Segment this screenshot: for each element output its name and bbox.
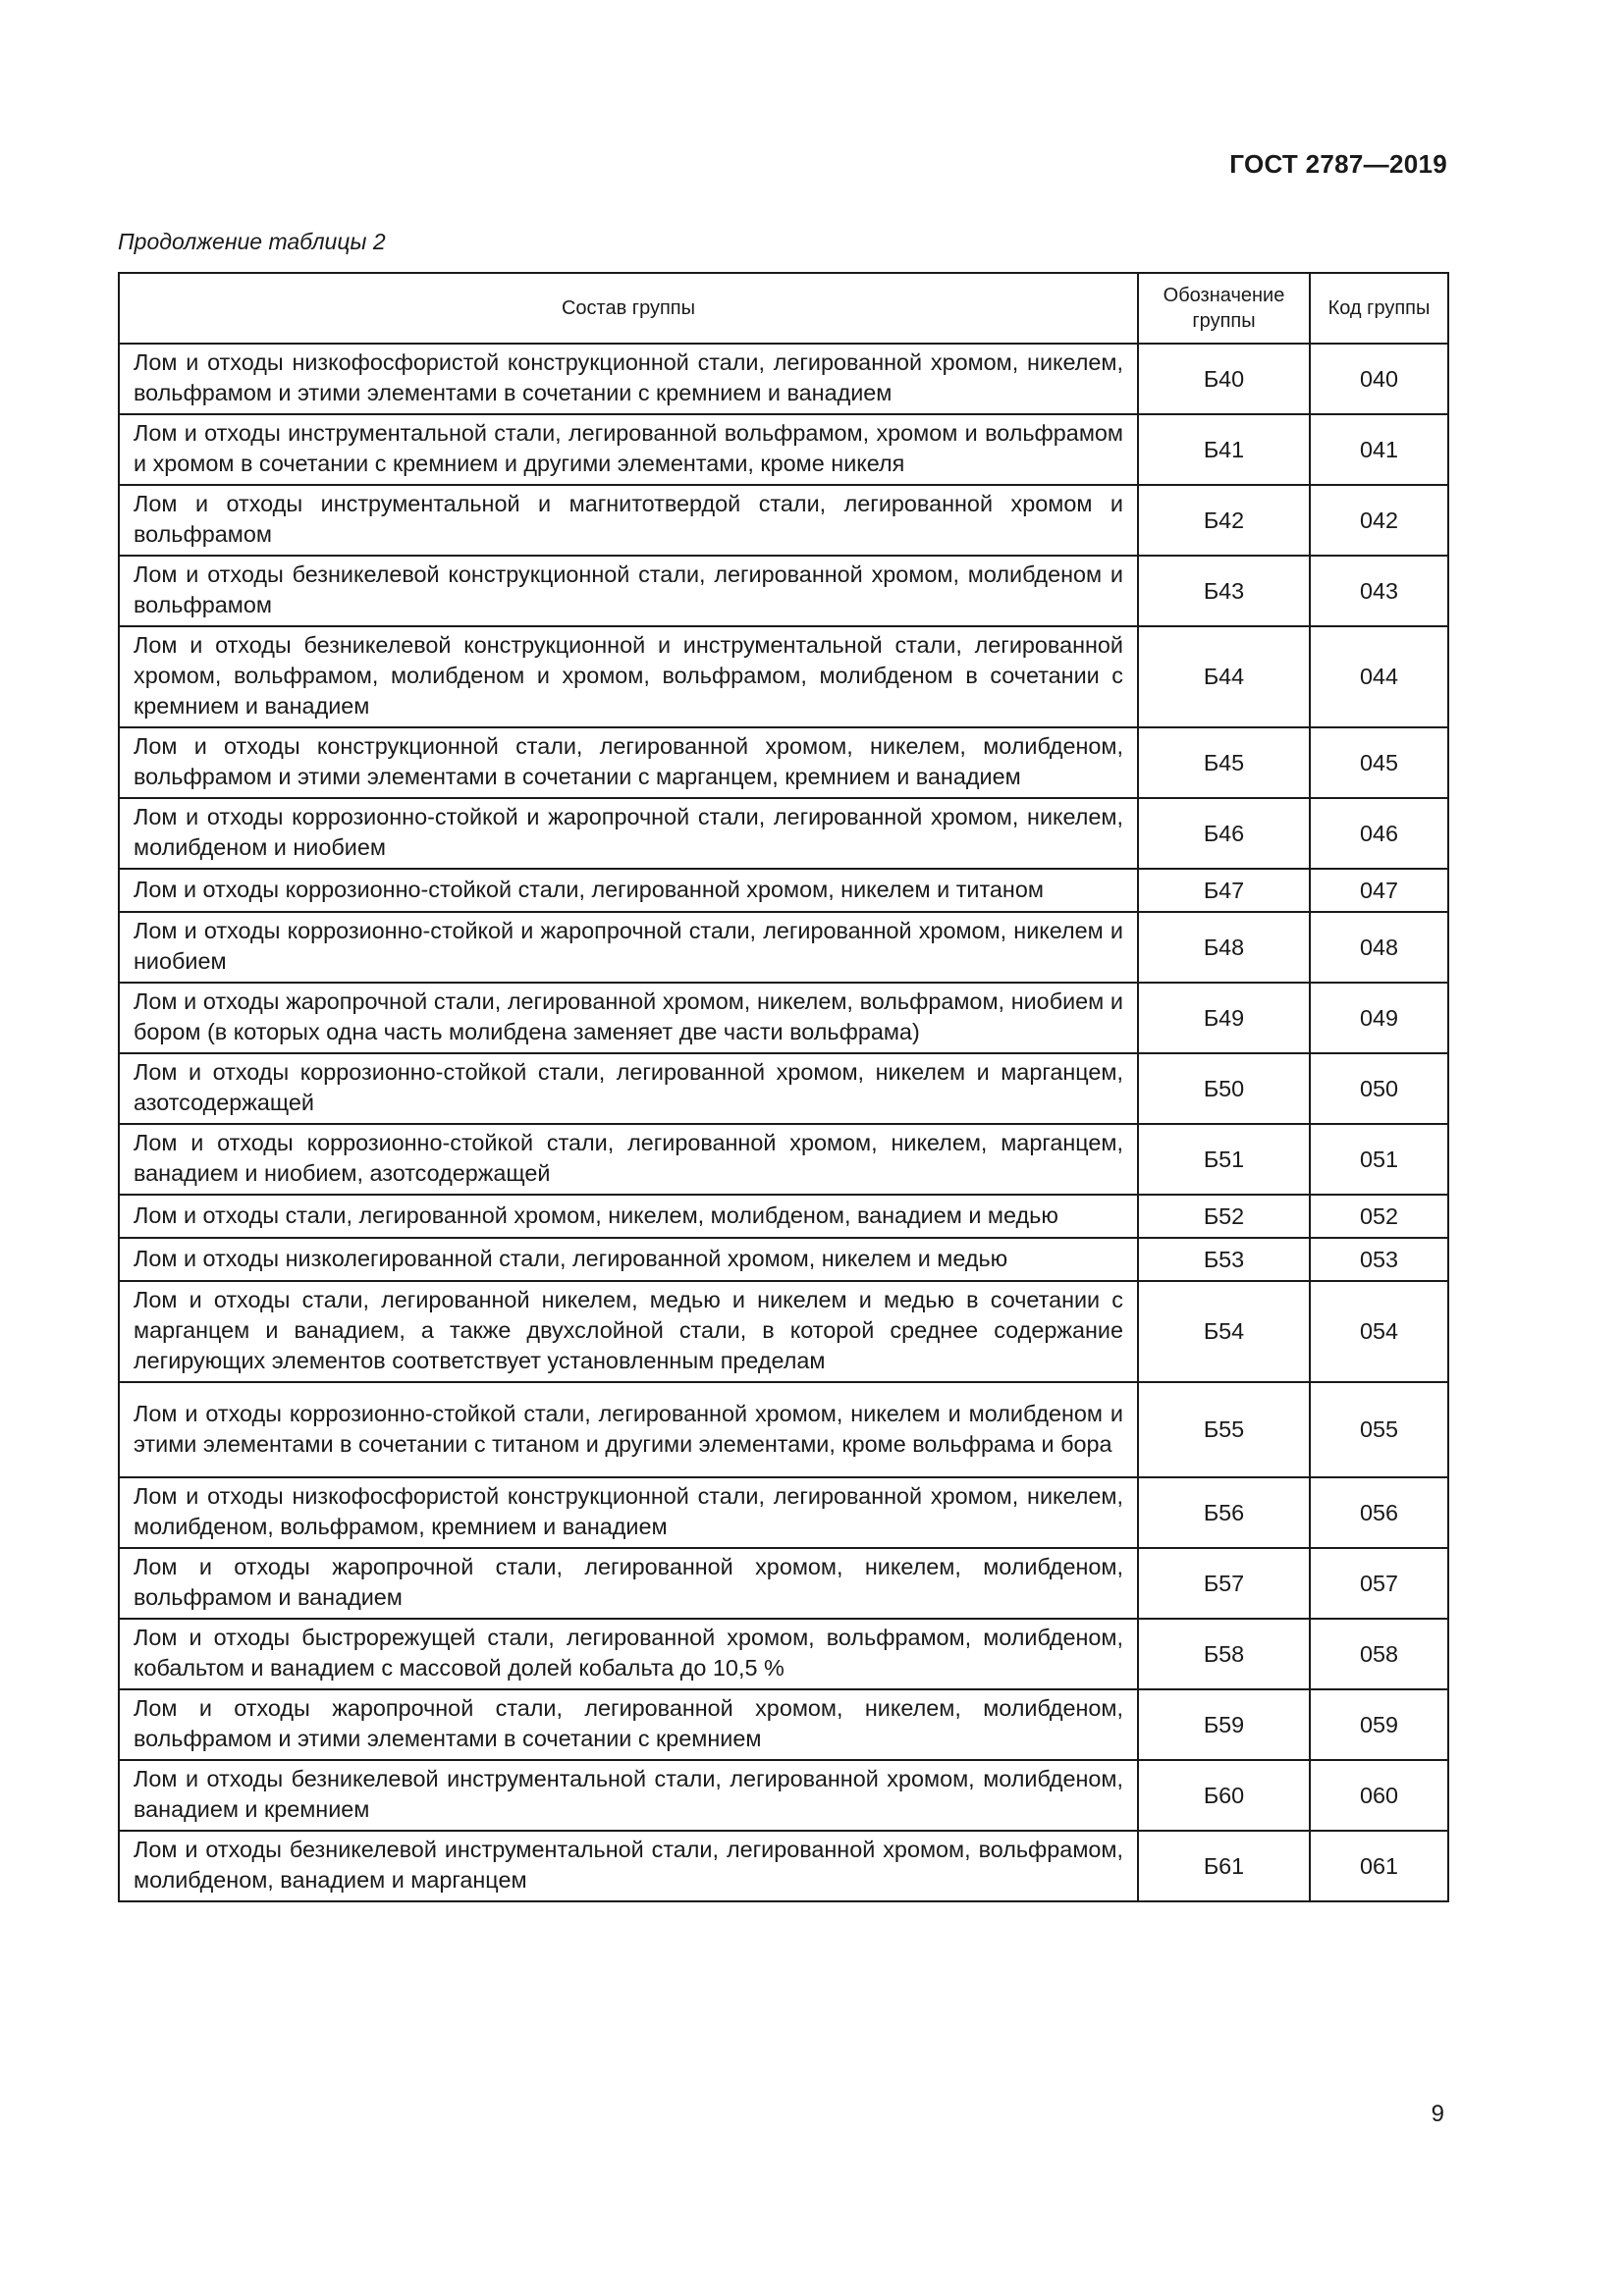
group-designation-cell: Б41 [1138,414,1310,485]
group-composition-cell: Лом и отходы инструментальной и магнитотвердой стали, легированной хромом и вольфрамом [119,485,1138,556]
group-code-cell: 049 [1310,983,1448,1053]
group-designation-cell: Б55 [1138,1382,1310,1477]
group-composition-cell: Лом и отходы коррозионно-стойкой и жаропрочной стали, легированной хромом, никелем и ниобием [119,912,1138,983]
group-designation-cell: Б58 [1138,1619,1310,1689]
group-designation-cell: Б57 [1138,1548,1310,1619]
table-row [119,1548,1448,1619]
group-composition-cell: Лом и отходы низкофосфористой конструкционной стали, легированной хромом, никелем, молибденом, вольфрамом, кремнием и ванадием [119,1477,1138,1548]
table-row [119,1195,1448,1238]
header-group-code: Код группы [1310,273,1448,344]
table-row [119,869,1448,912]
group-designation-cell: Б51 [1138,1124,1310,1195]
table-row [119,1831,1448,1901]
group-designation-cell: Б49 [1138,983,1310,1053]
group-code-cell: 060 [1310,1760,1448,1831]
group-code-cell: 047 [1310,869,1448,912]
group-composition-cell: Лом и отходы коррозионно-стойкой стали, легированной хромом, никелем и титаном [119,869,1138,912]
header-group-composition: Состав группы [119,273,1138,344]
group-designation-cell: Б50 [1138,1053,1310,1124]
table-row [119,798,1448,869]
table-row [119,983,1448,1053]
group-composition-cell: Лом и отходы жаропрочной стали, легированной хромом, никелем, вольфрамом, ниобием и бором (в которых одна часть молибдена заменяет две части вольфрама) [119,983,1138,1053]
group-composition-cell: Лом и отходы безникелевой конструкционной и инструментальной стали, легированной хромом, вольфрамом, молибденом и хромом, вольфрамом, молибденом в сочетании с кремнием и ванадием [119,626,1138,727]
group-composition-cell: Лом и отходы безникелевой конструкционной стали, легированной хромом, молибденом и вольфрамом [119,556,1138,626]
table-row [119,1619,1448,1689]
group-code-cell: 059 [1310,1689,1448,1760]
group-composition-cell: Лом и отходы безникелевой инструментальной стали, легированной хромом, вольфрамом, молибденом, ванадием и марганцем [119,1831,1138,1901]
table-row [119,344,1448,414]
group-code-cell: 055 [1310,1382,1448,1477]
group-code-cell: 048 [1310,912,1448,983]
group-code-cell: 045 [1310,727,1448,798]
table-row [119,485,1448,556]
group-designation-cell: Б52 [1138,1195,1310,1238]
table-header-row [119,273,1448,344]
table-caption: Продолжение таблицы 2 [118,229,386,254]
steel-scrap-groups-table [118,272,1449,1902]
group-designation-cell: Б42 [1138,485,1310,556]
group-composition-cell: Лом и отходы жаропрочной стали, легированной хромом, никелем, молибденом, вольфрамом и этими элементами в сочетании с кремнием [119,1689,1138,1760]
group-designation-cell: Б46 [1138,798,1310,869]
group-code-cell: 042 [1310,485,1448,556]
group-designation-cell: Б45 [1138,727,1310,798]
group-designation-cell: Б59 [1138,1689,1310,1760]
table-row [119,556,1448,626]
table-row [119,1238,1448,1281]
table-row [119,1124,1448,1195]
group-code-cell: 052 [1310,1195,1448,1238]
group-code-cell: 040 [1310,344,1448,414]
group-code-cell: 041 [1310,414,1448,485]
group-designation-cell: Б40 [1138,344,1310,414]
table-row [119,414,1448,485]
table-row [119,1382,1448,1477]
group-composition-cell: Лом и отходы стали, легированной хромом, никелем, молибденом, ванадием и медью [119,1195,1138,1238]
group-composition-cell: Лом и отходы низколегированной стали, легированной хромом, никелем и медью [119,1238,1138,1281]
group-designation-cell: Б60 [1138,1760,1310,1831]
table-row [119,1053,1448,1124]
group-composition-cell: Лом и отходы коррозионно-стойкой и жаропрочной стали, легированной хромом, никелем, молибденом и ниобием [119,798,1138,869]
group-composition-cell: Лом и отходы стали, легированной никелем, медью и никелем и медью в сочетании с марганцем и ванадием, а также двухслойной стали, в которой среднее содержание легирующих элементов соответствует установленным пределам [119,1281,1138,1382]
group-composition-cell: Лом и отходы жаропрочной стали, легированной хромом, никелем, молибденом, вольфрамом и ванадием [119,1548,1138,1619]
table-row [119,1689,1448,1760]
group-composition-cell: Лом и отходы инструментальной стали, легированной вольфрамом, хромом и вольфрамом и хромом в сочетании с кремнием и другими элементами, кроме никеля [119,414,1138,485]
group-code-cell: 044 [1310,626,1448,727]
group-designation-cell: Б48 [1138,912,1310,983]
table-row [119,727,1448,798]
group-composition-cell: Лом и отходы безникелевой инструментальной стали, легированной хромом, молибденом, ванадием и кремнием [119,1760,1138,1831]
group-designation-cell: Б43 [1138,556,1310,626]
group-composition-cell: Лом и отходы быстрорежущей стали, легированной хромом, вольфрамом, молибденом, кобальтом и ванадием с массовой долей кобальта до 10,5 % [119,1619,1138,1689]
group-code-cell: 054 [1310,1281,1448,1382]
group-code-cell: 050 [1310,1053,1448,1124]
table-row [119,912,1448,983]
group-code-cell: 046 [1310,798,1448,869]
table-row [119,626,1448,727]
group-composition-cell: Лом и отходы коррозионно-стойкой стали, легированной хромом, никелем и молибденом и этими элементами в сочетании с титаном и другими элементами, кроме вольфрама и бора [119,1382,1138,1477]
page-number: 9 [1431,2101,1444,2127]
group-designation-cell: Б56 [1138,1477,1310,1548]
group-designation-cell: Б53 [1138,1238,1310,1281]
group-composition-cell: Лом и отходы низкофосфористой конструкционной стали, легированной хромом, никелем, вольфрамом и этими элементами в сочетании с кремнием и ванадием [119,344,1138,414]
group-designation-cell: Б61 [1138,1831,1310,1901]
table-row [119,1760,1448,1831]
group-code-cell: 053 [1310,1238,1448,1281]
group-code-cell: 058 [1310,1619,1448,1689]
group-code-cell: 057 [1310,1548,1448,1619]
header-group-designation: Обозначение группы [1138,273,1310,344]
table-row [119,1281,1448,1382]
group-code-cell: 043 [1310,556,1448,626]
group-composition-cell: Лом и отходы коррозионно-стойкой стали, легированной хромом, никелем и марганцем, азотсодержащей [119,1053,1138,1124]
group-code-cell: 051 [1310,1124,1448,1195]
group-composition-cell: Лом и отходы коррозионно-стойкой стали, легированной хромом, никелем, марганцем, ванадием и ниобием, азотсодержащей [119,1124,1138,1195]
group-designation-cell: Б47 [1138,869,1310,912]
document-standard-code: ГОСТ 2787—2019 [1229,149,1447,179]
group-designation-cell: Б44 [1138,626,1310,727]
table-body [119,344,1448,1901]
group-code-cell: 061 [1310,1831,1448,1901]
table-row [119,1477,1448,1548]
group-designation-cell: Б54 [1138,1281,1310,1382]
group-composition-cell: Лом и отходы конструкционной стали, легированной хромом, никелем, молибденом, вольфрамом и этими элементами в сочетании с марганцем, кремнием и ванадием [119,727,1138,798]
group-code-cell: 056 [1310,1477,1448,1548]
